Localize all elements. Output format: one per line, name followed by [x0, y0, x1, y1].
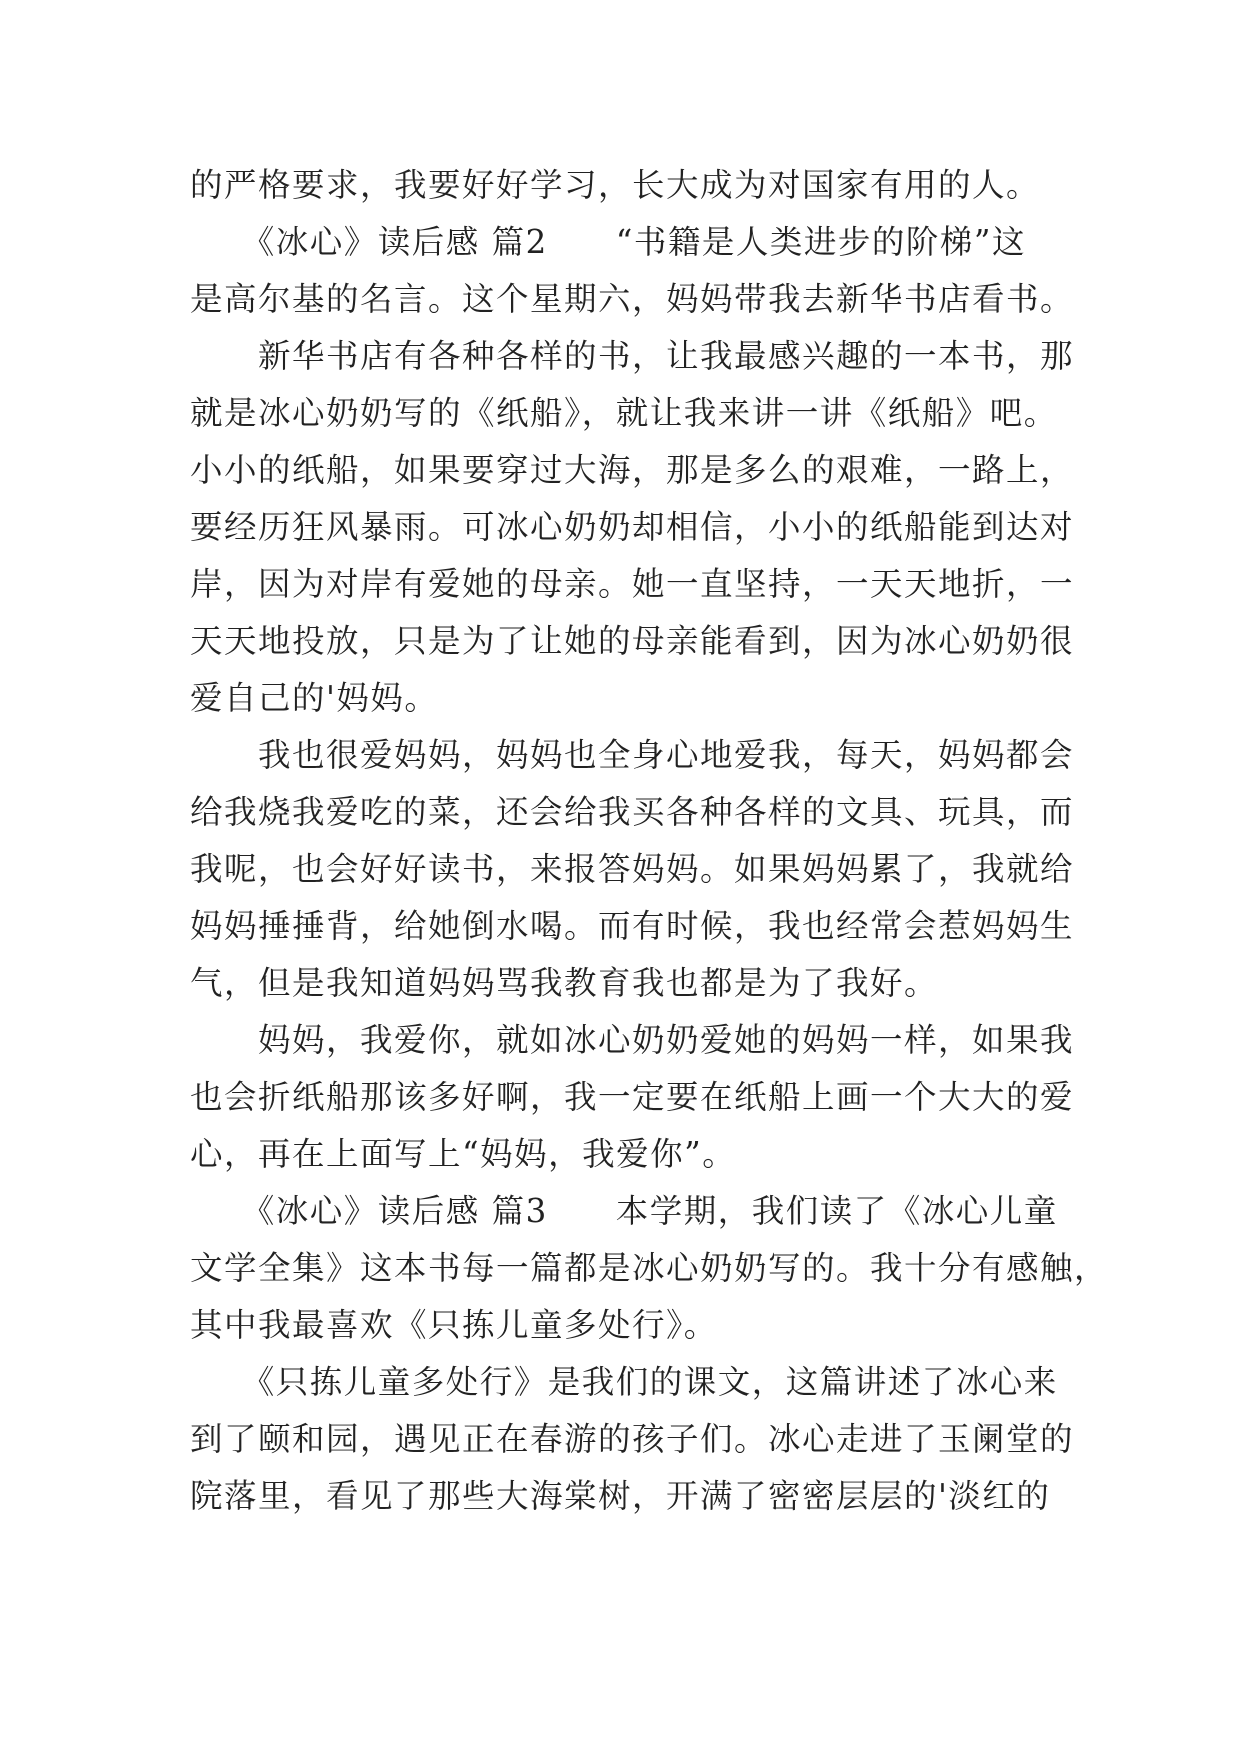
text-line: 小小的纸船，如果要穿过大海，那是多么的艰难，一路上，	[190, 451, 1075, 489]
text-line: 其中我最喜欢《只拣儿童多处行》。	[190, 1306, 718, 1344]
text-line: 文学全集》这本书每一篇都是冰心奶奶写的。我十分有感触，	[190, 1249, 1109, 1287]
text-line: 我呢，也会好好读书，来报答妈妈。如果妈妈累了，我就给	[190, 850, 1075, 888]
text-line: 岸，因为对岸有爱她的母亲。她一直坚持，一天天地折，一	[190, 565, 1075, 603]
text-line: 给我烧我爱吃的菜，还会给我买各种各样的文具、玩具，而	[190, 793, 1075, 831]
text-line: 爱自己的'妈妈。	[190, 679, 439, 717]
text-line: 气，但是我知道妈妈骂我教育我也都是为了我好。	[190, 964, 939, 1002]
text-line: 《只拣儿童多处行》是我们的课文，这篇讲述了冰心来	[190, 1363, 1058, 1401]
text-line: 也会折纸船那该多好啊，我一定要在纸船上画一个大大的爱	[190, 1078, 1075, 1116]
text-line: 心，再在上面写上“妈妈，我爱你”。	[190, 1135, 737, 1173]
text-line: 是高尔基的名言。这个星期六，妈妈带我去新华书店看书。	[190, 280, 1075, 318]
text-line: 的严格要求，我要好好学习，长大成为对国家有用的人。	[190, 166, 1041, 204]
text-line: 妈妈，我爱你，就如冰心奶奶爱她的妈妈一样，如果我	[190, 1021, 1075, 1059]
text-line: 《冰心》读后感 篇3 本学期，我们读了《冰心儿童	[190, 1192, 1058, 1230]
text-line: 我也很爱妈妈，妈妈也全身心地爱我，每天，妈妈都会	[190, 736, 1075, 774]
text-line: 到了颐和园，遇见正在春游的孩子们。冰心走进了玉阑堂的	[190, 1420, 1075, 1458]
text-line: 要经历狂风暴雨。可冰心奶奶却相信，小小的纸船能到达对	[190, 508, 1075, 546]
text-line: 妈妈捶捶背，给她倒水喝。而有时候，我也经常会惹妈妈生	[190, 907, 1075, 945]
text-line: 就是冰心奶奶写的《纸船》，就让我来讲一讲《纸船》吧。	[190, 394, 1058, 432]
text-line: 新华书店有各种各样的书，让我最感兴趣的一本书，那	[190, 337, 1075, 375]
text-line: 《冰心》读后感 篇2 “书籍是人类进步的阶梯”这	[190, 223, 1026, 261]
text-line: 院落里，看见了那些大海棠树，开满了密密层层的'淡红的	[190, 1477, 1051, 1515]
text-line: 天天地投放，只是为了让她的母亲能看到，因为冰心奶奶很	[190, 622, 1075, 660]
